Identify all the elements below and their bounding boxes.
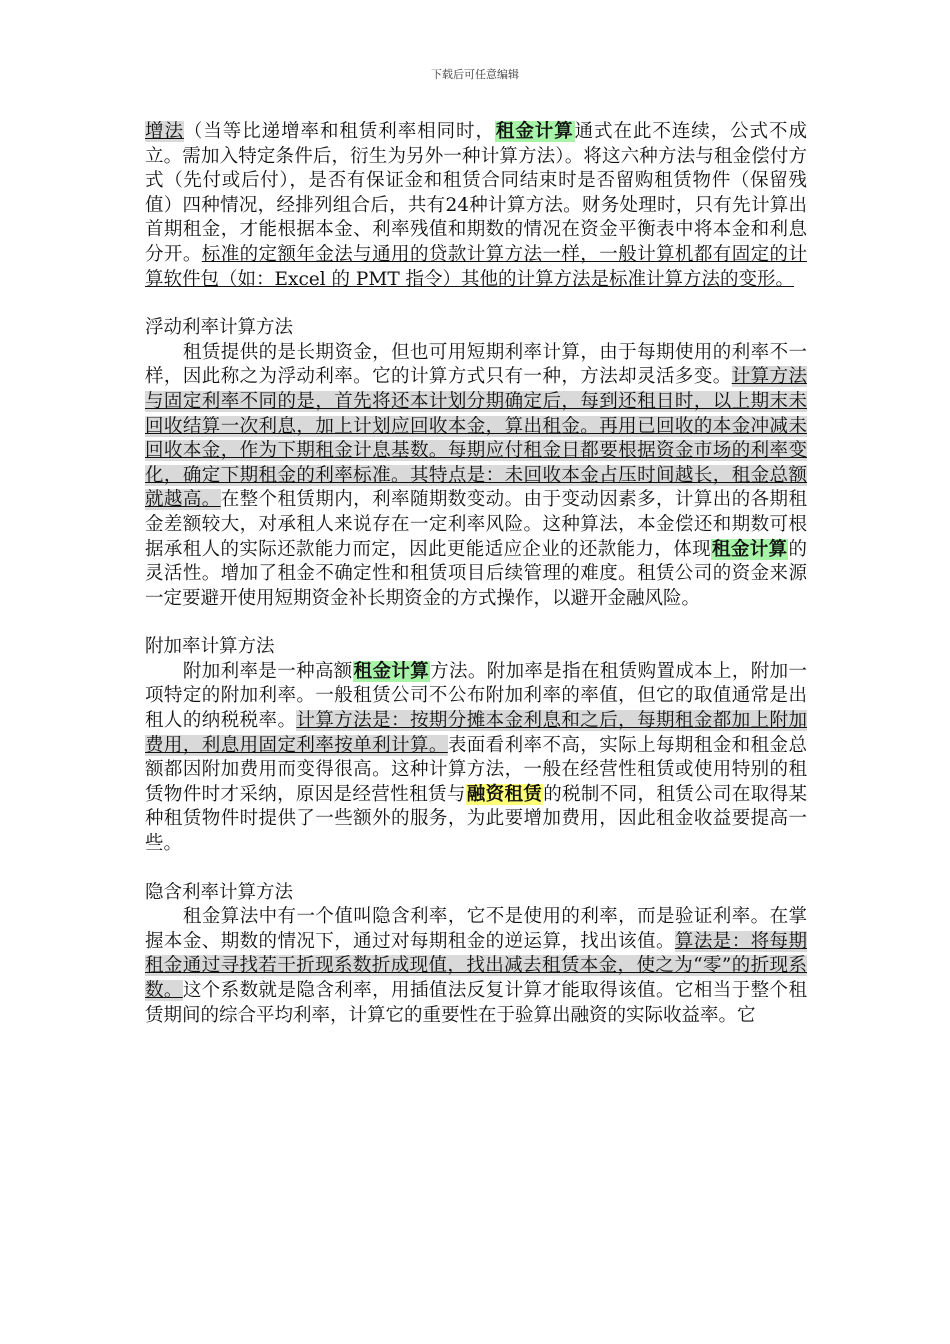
body-text: 附加利率是一种高额 — [182, 660, 353, 682]
page-header: 下载后可任意编辑 — [431, 68, 519, 81]
highlighted-text: 计算方法是：按期分摊本金利息和之后，每期租金都加上附加费用，利息用固定利率按单利计算。 — [145, 710, 807, 756]
keyword-link[interactable]: 租金计算 — [712, 538, 788, 560]
keyword-link-financial-leasing[interactable]: 融资租赁 — [466, 783, 543, 805]
body-text: 通式在此不连续，公式不成立。需加入特定条件后，衍生为另外一种计算方法）。将这六种方法与租金偿付方式（先付或后付），是否有保证金和租赁合同结束时是否留购租赁物件（保留残值）四种情况，经排列组合后，共有24种计算方法。财务处理时，只有先计算出首期租金，才能根据本金、利率残值和期数的情况在资金平衡表中将本金和利息分开。 — [145, 121, 807, 265]
body-text: （当等比递增率和租赁利率相同时， — [183, 121, 495, 142]
body-text: 租金算法中有一个值叫隐含利率，它不是使用的利率，而是验证利率。在掌握本金、期数的情况下，通过对每期租金的逆运算，找出该值。 — [145, 906, 807, 952]
body-text: 在整个租赁期内，利率随期数变动。由于变动因素多，计算出的各期租金差额较大，对承租人来说存在一定利率风险。这种算法，本金偿还和期数可根据承租人的实际还款能力而定，因此更能适应企业的还款能力，体现 — [145, 489, 807, 560]
highlighted-text: 算法是：将每期租金通过寻找若干折现系数折成现值，找出减去租赁本金，使之为“零”的折现系数。 — [145, 930, 807, 1001]
highlighted-text: 增法 — [145, 121, 184, 142]
body-text: 的灵活性。增加了租金不确定性和租赁项目后续管理的难度。租赁公司的资金来源一定要避开使用短期资金补长期资金的方式操作，以避开金融风险。 — [145, 538, 807, 609]
keyword-link[interactable]: 租金计算 — [495, 121, 574, 142]
paragraph-add-on-rate — [145, 660, 807, 857]
section-title-floating-rate: 浮动利率计算方法 — [145, 317, 294, 339]
highlighted-text: 计算方法与固定利率不同的是，首先将还本计划分期确定后，每到还租日时，以上期末未回收结算一次利息，加上计划应回收本金，算出租金。再用已回收的本金冲减未回收本金，作为下期租金计息基数。每期应付租金日都要根据资金市场的利率变化，确定下期租金的利率标准。其特点是：未回收本金占压时间越长，租金总额就越高。 — [145, 366, 807, 511]
body-text: 这个系数就是隐含利率，用插值法反复计算才能取得该值。它相当于整个租赁期间的综合平均利率，计算它的重要性在于验算出融资的实际收益率。它 — [145, 980, 807, 1026]
document-body — [145, 120, 807, 1028]
body-text: 的税制不同，租赁公司在取得某种租赁物件时提供了一些额外的服务，为此要增加费用，因此租金收益要提高一些。 — [145, 783, 807, 855]
body-text: 方法。附加率是指在租赁购置成本上，附加一项特定的附加利率。一般租赁公司不公布附加利率的率值，但它的取值通常是出租人的纳税税率。 — [145, 660, 807, 732]
body-text: 表面看利率不高，实际上每期租金和租金总额都因附加费用而变得很高。这种计算方法，一般在经营性租赁或使用特别的租赁物件时才采纳，原因是经营性租赁与 — [145, 734, 807, 805]
underlined-text: 标准的定额年金法与通用的贷款计算方法一样，一般计算机都有固定的计算软件包（如：Excel 的 PMT 指令）其他的计算方法是标准计算方法的变形。 — [145, 243, 807, 290]
section-title-implicit-rate: 隐含利率计算方法 — [145, 881, 294, 903]
keyword-link[interactable]: 租金计算 — [353, 660, 430, 682]
body-text: 租赁提供的是长期资金，但也可用短期利率计算，由于每期使用的利率不一样，因此称之为浮动利率。它的计算方式只有一种，方法却灵活多变。 — [145, 341, 807, 388]
paragraph-floating-rate — [145, 341, 807, 612]
paragraph-implicit-rate — [145, 905, 807, 1028]
paragraph-calculation-methods — [145, 120, 807, 292]
section-title-add-on-rate: 附加率计算方法 — [145, 636, 275, 658]
